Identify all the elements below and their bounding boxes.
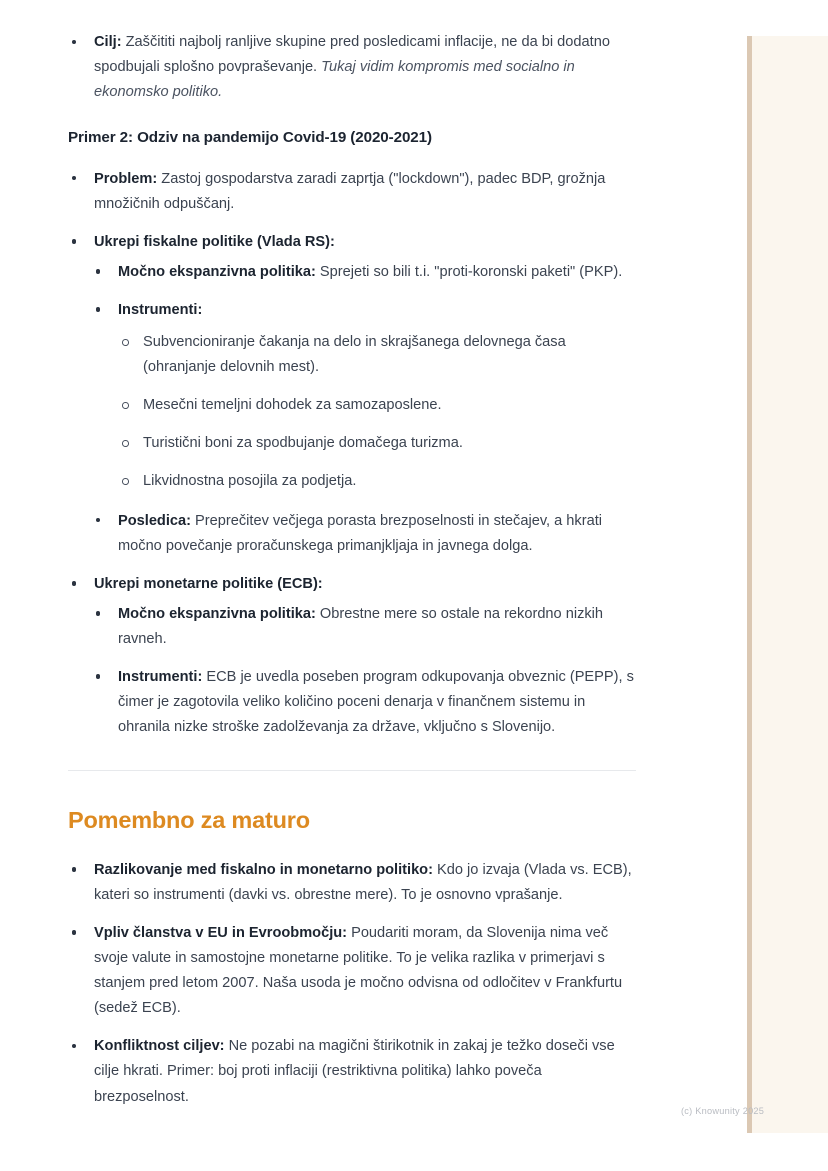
list-item-fiscal-instruments bbox=[92, 298, 636, 495]
right-side-panel bbox=[747, 36, 828, 1133]
list-item-goal bbox=[68, 30, 636, 105]
exam-point-text: Kdo jo izvaja (Vlada vs. ECB), kateri so instrumenti (davki vs. obrestne mere). To je osnovno vprašanje. bbox=[94, 861, 632, 903]
list-item-monetary-measures bbox=[68, 572, 636, 741]
monetary-expansive-text: Obrestne mere so ostale na rekordno nizkih ravneh. bbox=[118, 605, 604, 647]
fiscal-expansive-label: Močno ekspanzivna politika: bbox=[118, 263, 316, 280]
monetary-instruments-text: ECB je uvedla poseben program odkupovanja obveznic (PEPP), s čimer je zagotovila veliko količino poceni denarja v finančnem sistemu in ohranila nizke stroške zadolževanja za države, vključno s Slovenijo. bbox=[118, 668, 634, 736]
goal-text: Zaščititi najbolj ranljive skupine pred posledicami inflacije, ne da bi dodatno spodbujali splošno povpraševanje. bbox=[94, 34, 610, 76]
list-item-fiscal-expansive bbox=[92, 260, 636, 285]
list-item-exam-point bbox=[68, 921, 636, 1021]
monetary-instruments-label: Instrumenti: bbox=[118, 668, 203, 685]
fiscal-consequence-label: Posledica: bbox=[118, 512, 191, 529]
fiscal-measures-sublist bbox=[92, 260, 636, 559]
section-divider bbox=[68, 770, 636, 771]
list-item-problem bbox=[68, 167, 636, 217]
list-item: Subvencioniranje čakanja na delo in skrajšanega delovnega časa (ohranjanje delovnih mest). bbox=[118, 330, 636, 380]
monetary-measures-sublist bbox=[92, 602, 636, 740]
copyright-watermark: (c) Knowunity 2025 bbox=[681, 1106, 765, 1116]
exam-point-text: Ne pozabi na magični štirikotnik in zakaj je težko doseči vse cilje hkrati. Primer: boj proti inflaciji (restriktivna politika) lahko poveča brezposelnost. bbox=[94, 1038, 615, 1105]
list-item: Mesečni temeljni dohodek za samozaposlene. bbox=[118, 393, 636, 418]
fiscal-consequence-text: Preprečitev večjega porasta brezposelnosti in stečajev, a hkrati močno povečanje proračunskega primanjkljaja in javnega dolga. bbox=[118, 512, 602, 554]
exam-points-list bbox=[68, 858, 636, 1110]
exam-point-label: Vpliv članstva v EU in Evroobmočju: bbox=[94, 924, 348, 941]
fiscal-instruments-sublist bbox=[118, 330, 636, 494]
fiscal-expansive-text: Sprejeti so bili t.i. "proti-koronski paketi" (PKP). bbox=[315, 263, 623, 280]
monetary-measures-label: Ukrepi monetarne politike (ECB): bbox=[94, 575, 323, 592]
list-item-fiscal-consequence bbox=[92, 509, 636, 559]
exam-point-text: Poudariti moram, da Slovenija nima več svoje valute in samostojne monetarne politike. To je velika razlika v primerjavi s stanjem pred letom 2007. Naša usoda je močno odvisna od odločitev v Frankfurtu (sedež ECB). bbox=[94, 924, 623, 1017]
exam-section-heading: Pomembno za maturo bbox=[68, 807, 310, 834]
problem-label: Problem: bbox=[94, 170, 158, 187]
exam-point-label: Konfliktnost ciljev: bbox=[94, 1038, 225, 1055]
list-item-monetary-expansive bbox=[92, 602, 636, 652]
primer2-heading: Primer 2: Odziv na pandemijo Covid-19 (2020-2021) bbox=[68, 129, 432, 147]
list-item: Turistični boni za spodbujanje domačega turizma. bbox=[118, 431, 636, 456]
goal-list bbox=[68, 30, 636, 105]
goal-label: Cilj: bbox=[94, 34, 122, 50]
exam-point-label: Razlikovanje med fiskalno in monetarno politiko: bbox=[94, 861, 433, 878]
fiscal-measures-label: Ukrepi fiskalne politike (Vlada RS): bbox=[94, 233, 335, 250]
fiscal-instruments-label: Instrumenti: bbox=[118, 301, 203, 318]
list-item: Likvidnostna posojila za podjetja. bbox=[118, 469, 636, 494]
problem-text: Zastoj gospodarstva zaradi zaprtja ("lockdown"), padec BDP, grožnja množičnih odpuščanj. bbox=[94, 170, 606, 212]
primer2-list bbox=[68, 167, 636, 741]
goal-italic-note: Tukaj vidim kompromis med socialno in ekonomsko politiko. bbox=[94, 59, 575, 101]
list-item-monetary-instruments bbox=[92, 665, 636, 740]
monetary-expansive-label: Močno ekspanzivna politika: bbox=[118, 605, 316, 622]
list-item-exam-point bbox=[68, 858, 636, 908]
list-item-exam-point bbox=[68, 1034, 636, 1109]
list-item-fiscal-measures bbox=[68, 230, 636, 559]
